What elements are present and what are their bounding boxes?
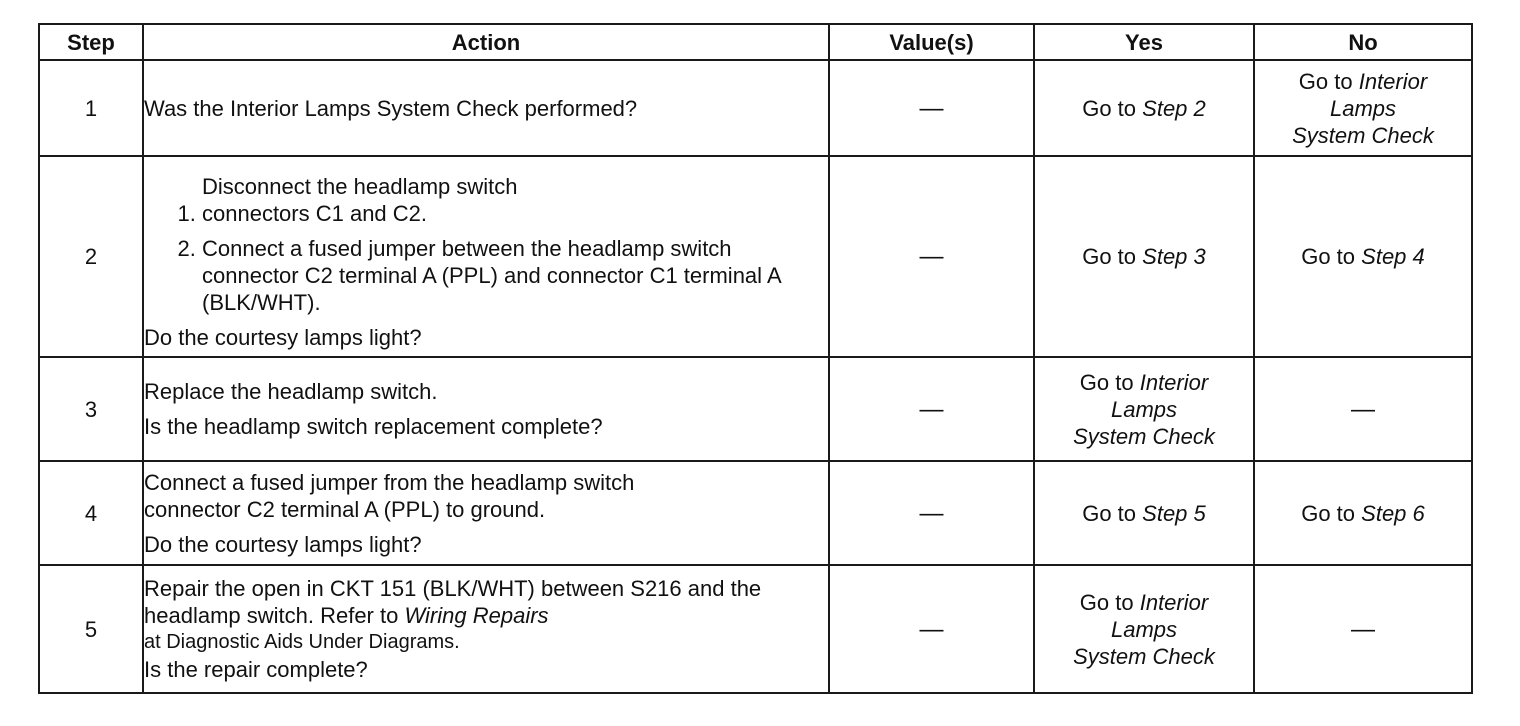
table-row xyxy=(39,565,1472,693)
instruction-item: 1. Disconnect the headlamp switch connectors C1 and C2. xyxy=(202,173,828,227)
yes-target-link-line2[interactable]: Lamps xyxy=(1110,396,1178,422)
yes-cell xyxy=(1034,357,1254,461)
yes-target-link[interactable]: Step 2 xyxy=(1142,95,1206,121)
no-prefix: Go to xyxy=(1301,244,1356,269)
header-values: Value(s) xyxy=(829,24,1034,60)
action-instruction-ref: at Diagnostic Aids Under Diagrams. xyxy=(144,631,460,653)
no-cell xyxy=(1254,156,1472,357)
table-row xyxy=(39,461,1472,565)
step-number: 5 xyxy=(39,565,143,693)
yes-cell xyxy=(1034,60,1254,156)
value-cell: — xyxy=(829,357,1034,461)
action-cell xyxy=(143,461,829,565)
yes-cell xyxy=(1034,461,1254,565)
action-question: Was the Interior Lamps System Check performed? xyxy=(144,95,638,121)
instruction-list xyxy=(144,173,828,316)
yes-cell xyxy=(1034,565,1254,693)
yes-target-link-line3[interactable]: System Check xyxy=(1073,643,1215,669)
header-no: No xyxy=(1254,24,1472,60)
action-cell xyxy=(143,60,829,156)
yes-prefix: Go to xyxy=(1082,500,1137,526)
step-number: 3 xyxy=(39,357,143,461)
yes-target-link-line3[interactable]: System Check xyxy=(1073,423,1215,449)
action-instruction: Repair the open in CKT 151 (BLK/WHT) between S216 and the headlamp switch. Refer to Wiring Repairs xyxy=(144,576,762,628)
header-action: Action xyxy=(143,24,829,60)
step-number: 2 xyxy=(39,156,143,357)
yes-prefix: Go to xyxy=(1079,369,1134,395)
wiring-repairs-link[interactable]: Wiring Repairs xyxy=(404,603,549,628)
no-cell xyxy=(1254,60,1472,156)
diagnostic-table xyxy=(38,23,1473,694)
yes-target-link[interactable]: Step 5 xyxy=(1142,500,1206,526)
action-question: Do the courtesy lamps light? xyxy=(144,531,422,557)
value-cell: — xyxy=(829,60,1034,156)
no-cell xyxy=(1254,461,1472,565)
no-target-link[interactable]: Interior xyxy=(1358,68,1428,94)
value-cell: — xyxy=(829,565,1034,693)
step-number: 1 xyxy=(39,60,143,156)
table-row xyxy=(39,156,1472,357)
instruction-item: 2. Connect a fused jumper between the headlamp switch connector C2 terminal A (PPL) and connector C1 terminal A (BLK/WHT). xyxy=(202,235,828,316)
action-question: Is the headlamp switch replacement complete? xyxy=(144,414,603,439)
yes-target-link[interactable]: Step 3 xyxy=(1142,244,1206,269)
no-prefix: Go to xyxy=(1301,500,1356,526)
yes-target-link-line2[interactable]: Lamps xyxy=(1110,616,1178,642)
yes-cell xyxy=(1034,156,1254,357)
table-row xyxy=(39,60,1472,156)
yes-prefix: Go to xyxy=(1082,244,1137,269)
action-cell xyxy=(143,357,829,461)
no-target-link[interactable]: Step 6 xyxy=(1361,500,1425,526)
yes-target-link[interactable]: Interior xyxy=(1139,369,1209,395)
no-prefix: Go to xyxy=(1298,68,1353,94)
header-yes: Yes xyxy=(1034,24,1254,60)
action-question: Is the repair complete? xyxy=(144,657,368,682)
action-instruction: Connect a fused jumper from the headlamp switch connector C2 terminal A (PPL) to ground. xyxy=(144,469,635,522)
yes-prefix: Go to xyxy=(1079,589,1134,615)
yes-prefix: Go to xyxy=(1082,95,1137,121)
value-cell: — xyxy=(829,156,1034,357)
no-cell: — xyxy=(1254,565,1472,693)
action-question: Do the courtesy lamps light? xyxy=(144,324,422,350)
action-instruction: Replace the headlamp switch. xyxy=(144,379,438,404)
header-step: Step xyxy=(39,24,143,60)
no-target-link-line2[interactable]: Lamps xyxy=(1329,95,1397,121)
no-cell: — xyxy=(1254,357,1472,461)
no-target-link[interactable]: Step 4 xyxy=(1361,244,1425,269)
yes-target-link[interactable]: Interior xyxy=(1139,589,1209,615)
table-row xyxy=(39,357,1472,461)
step-number: 4 xyxy=(39,461,143,565)
value-cell: — xyxy=(829,461,1034,565)
no-target-link-line3[interactable]: System Check xyxy=(1292,122,1434,148)
header-row xyxy=(39,24,1472,60)
action-cell xyxy=(143,565,829,693)
action-cell xyxy=(143,156,829,357)
